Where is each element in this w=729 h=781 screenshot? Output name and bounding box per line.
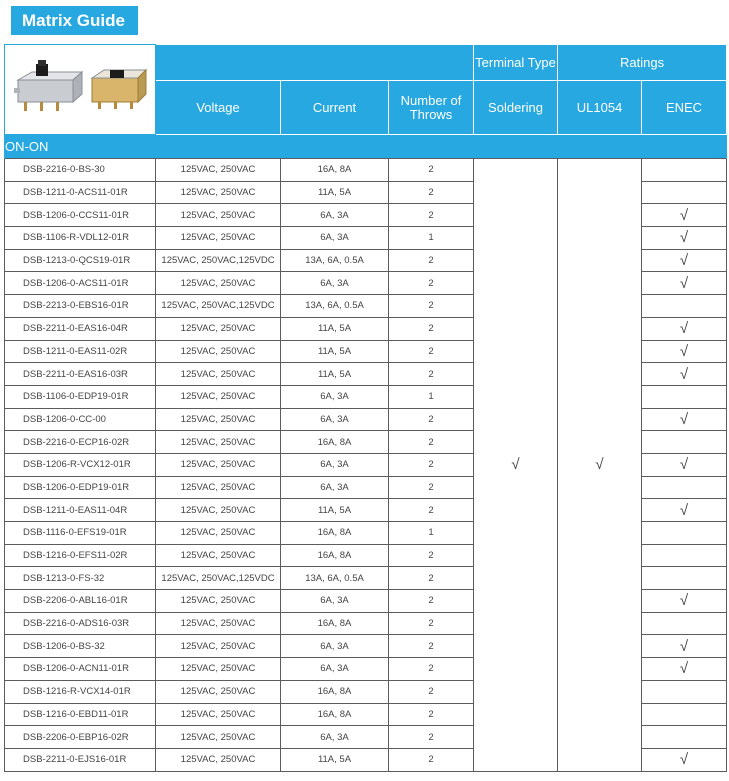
throws-cell: 2: [389, 317, 474, 340]
header-terminal-type: Terminal Type: [474, 45, 558, 81]
voltage-cell: 125VAC, 250VAC: [156, 499, 281, 522]
current-cell: 16A, 8A: [281, 522, 389, 545]
enec-check-cell: [642, 295, 727, 318]
voltage-cell: 125VAC, 250VAC: [156, 317, 281, 340]
matrix-table: [4, 44, 727, 772]
voltage-cell: 125VAC, 250VAC: [156, 385, 281, 408]
enec-check-cell: √: [642, 272, 727, 295]
current-cell: 11A, 5A: [281, 181, 389, 204]
voltage-cell: 125VAC, 250VAC,125VDC: [156, 249, 281, 272]
product-image-cell: [5, 45, 156, 135]
model-cell: DSB-2211-0-EJS16-01R: [5, 748, 156, 771]
throws-cell: 2: [389, 748, 474, 771]
model-cell: DSB-1206-0-ACS11-01R: [5, 272, 156, 295]
voltage-cell: 125VAC, 250VAC: [156, 340, 281, 363]
header-ul1054: UL1054: [558, 81, 642, 135]
current-cell: 6A, 3A: [281, 204, 389, 227]
voltage-cell: 125VAC, 250VAC: [156, 476, 281, 499]
header-number-of-throws: Number of Throws: [389, 81, 474, 135]
voltage-cell: 125VAC, 250VAC: [156, 204, 281, 227]
current-cell: 11A, 5A: [281, 317, 389, 340]
enec-check-cell: √: [642, 249, 727, 272]
ul1054-check-cell: √: [558, 159, 642, 772]
enec-check-cell: [642, 159, 727, 182]
throws-cell: 2: [389, 635, 474, 658]
throws-cell: 2: [389, 703, 474, 726]
model-cell: DSB-1206-0-EDP19-01R: [5, 476, 156, 499]
voltage-cell: 125VAC, 250VAC: [156, 590, 281, 613]
throws-cell: 2: [389, 363, 474, 386]
current-cell: 16A, 8A: [281, 612, 389, 635]
throws-cell: 2: [389, 408, 474, 431]
voltage-cell: 125VAC, 250VAC: [156, 680, 281, 703]
header-soldering: Soldering: [474, 81, 558, 135]
current-cell: 16A, 8A: [281, 431, 389, 454]
model-cell: DSB-1211-0-EAS11-04R: [5, 499, 156, 522]
model-cell: DSB-1106-R-VDL12-01R: [5, 227, 156, 250]
current-cell: 6A, 3A: [281, 635, 389, 658]
throws-cell: 2: [389, 499, 474, 522]
model-cell: DSB-1206-0-ACN11-01R: [5, 658, 156, 681]
throws-cell: 2: [389, 612, 474, 635]
enec-check-cell: √: [642, 658, 727, 681]
page-title: Matrix Guide: [11, 6, 138, 35]
enec-check-cell: √: [642, 317, 727, 340]
throws-cell: 2: [389, 567, 474, 590]
voltage-cell: 125VAC, 250VAC: [156, 408, 281, 431]
enec-check-cell: √: [642, 363, 727, 386]
group-label: ON-ON: [5, 135, 727, 159]
throws-cell: 2: [389, 295, 474, 318]
header-voltage: Voltage: [156, 81, 281, 135]
throws-cell: 1: [389, 385, 474, 408]
voltage-cell: 125VAC, 250VAC: [156, 159, 281, 182]
current-cell: 6A, 3A: [281, 476, 389, 499]
current-cell: 6A, 3A: [281, 408, 389, 431]
header-enec: ENEC: [642, 81, 727, 135]
model-cell: DSB-2206-0-EBP16-02R: [5, 726, 156, 749]
voltage-cell: 125VAC, 250VAC: [156, 522, 281, 545]
model-cell: DSB-1216-R-VCX14-01R: [5, 680, 156, 703]
voltage-cell: 125VAC, 250VAC: [156, 431, 281, 454]
current-cell: 11A, 5A: [281, 340, 389, 363]
model-cell: DSB-2216-0-BS-30: [5, 159, 156, 182]
throws-cell: 2: [389, 340, 474, 363]
current-cell: 11A, 5A: [281, 363, 389, 386]
current-cell: 6A, 3A: [281, 453, 389, 476]
voltage-cell: 125VAC, 250VAC: [156, 181, 281, 204]
throws-cell: 2: [389, 544, 474, 567]
model-cell: DSB-2211-0-EAS16-03R: [5, 363, 156, 386]
throws-cell: 2: [389, 272, 474, 295]
voltage-cell: 125VAC, 250VAC: [156, 544, 281, 567]
throws-cell: 2: [389, 181, 474, 204]
current-cell: 11A, 5A: [281, 748, 389, 771]
current-cell: 16A, 8A: [281, 544, 389, 567]
enec-check-cell: [642, 431, 727, 454]
enec-check-cell: [642, 680, 727, 703]
current-cell: 16A, 8A: [281, 680, 389, 703]
model-cell: DSB-1116-0-EFS19-01R: [5, 522, 156, 545]
enec-check-cell: [642, 544, 727, 567]
header-current: Current: [281, 81, 389, 135]
voltage-cell: 125VAC, 250VAC: [156, 703, 281, 726]
current-cell: 6A, 3A: [281, 658, 389, 681]
voltage-cell: 125VAC, 250VAC: [156, 726, 281, 749]
voltage-cell: 125VAC, 250VAC: [156, 453, 281, 476]
enec-check-cell: √: [642, 635, 727, 658]
enec-check-cell: √: [642, 748, 727, 771]
model-cell: DSB-2206-0-ABL16-01R: [5, 590, 156, 613]
enec-check-cell: √: [642, 340, 727, 363]
soldering-check-cell: √: [474, 159, 558, 772]
throws-cell: 1: [389, 227, 474, 250]
current-cell: 6A, 3A: [281, 726, 389, 749]
model-cell: DSB-1206-0-BS-32: [5, 635, 156, 658]
enec-check-cell: √: [642, 590, 727, 613]
current-cell: 13A, 6A, 0.5A: [281, 567, 389, 590]
enec-check-cell: √: [642, 453, 727, 476]
header-ratings: Ratings: [558, 45, 727, 81]
throws-cell: 1: [389, 522, 474, 545]
throws-cell: 2: [389, 453, 474, 476]
voltage-cell: 125VAC, 250VAC: [156, 363, 281, 386]
slide-switch-image: [10, 52, 150, 122]
model-cell: DSB-1213-0-FS-32: [5, 567, 156, 590]
voltage-cell: 125VAC, 250VAC: [156, 227, 281, 250]
enec-check-cell: [642, 385, 727, 408]
model-cell: DSB-2216-0-ECP16-02R: [5, 431, 156, 454]
enec-check-cell: √: [642, 408, 727, 431]
enec-check-cell: [642, 476, 727, 499]
throws-cell: 2: [389, 431, 474, 454]
enec-check-cell: √: [642, 204, 727, 227]
enec-check-cell: √: [642, 499, 727, 522]
current-cell: 16A, 8A: [281, 159, 389, 182]
model-cell: DSB-1106-0-EDP19-01R: [5, 385, 156, 408]
enec-check-cell: [642, 567, 727, 590]
enec-check-cell: [642, 703, 727, 726]
model-cell: DSB-2216-0-ADS16-03R: [5, 612, 156, 635]
enec-check-cell: [642, 726, 727, 749]
current-cell: 6A, 3A: [281, 385, 389, 408]
voltage-cell: 125VAC, 250VAC: [156, 635, 281, 658]
model-cell: DSB-1206-R-VCX12-01R: [5, 453, 156, 476]
current-cell: 16A, 8A: [281, 703, 389, 726]
voltage-cell: 125VAC, 250VAC: [156, 612, 281, 635]
throws-cell: 2: [389, 476, 474, 499]
throws-cell: 2: [389, 726, 474, 749]
model-cell: DSB-1206-0-CCS11-01R: [5, 204, 156, 227]
model-cell: DSB-1213-0-QCS19-01R: [5, 249, 156, 272]
current-cell: 13A, 6A, 0.5A: [281, 295, 389, 318]
voltage-cell: 125VAC, 250VAC: [156, 272, 281, 295]
voltage-cell: 125VAC, 250VAC,125VDC: [156, 295, 281, 318]
current-cell: 11A, 5A: [281, 499, 389, 522]
throws-cell: 2: [389, 159, 474, 182]
enec-check-cell: [642, 522, 727, 545]
enec-check-cell: [642, 612, 727, 635]
header-blank: [156, 45, 474, 81]
voltage-cell: 125VAC, 250VAC,125VDC: [156, 567, 281, 590]
current-cell: 6A, 3A: [281, 227, 389, 250]
throws-cell: 2: [389, 590, 474, 613]
model-cell: DSB-1206-0-CC-00: [5, 408, 156, 431]
enec-check-cell: √: [642, 227, 727, 250]
voltage-cell: 125VAC, 250VAC: [156, 658, 281, 681]
throws-cell: 2: [389, 680, 474, 703]
current-cell: 6A, 3A: [281, 590, 389, 613]
enec-check-cell: [642, 181, 727, 204]
current-cell: 13A, 6A, 0.5A: [281, 249, 389, 272]
model-cell: DSB-1216-0-EFS11-02R: [5, 544, 156, 567]
model-cell: DSB-1211-0-EAS11-02R: [5, 340, 156, 363]
table-row: [5, 159, 727, 182]
model-cell: DSB-2211-0-EAS16-04R: [5, 317, 156, 340]
throws-cell: 2: [389, 658, 474, 681]
model-cell: DSB-1216-0-EBD11-01R: [5, 703, 156, 726]
model-cell: DSB-1211-0-ACS11-01R: [5, 181, 156, 204]
model-cell: DSB-2213-0-EBS16-01R: [5, 295, 156, 318]
voltage-cell: 125VAC, 250VAC: [156, 748, 281, 771]
current-cell: 6A, 3A: [281, 272, 389, 295]
throws-cell: 2: [389, 204, 474, 227]
throws-cell: 2: [389, 249, 474, 272]
